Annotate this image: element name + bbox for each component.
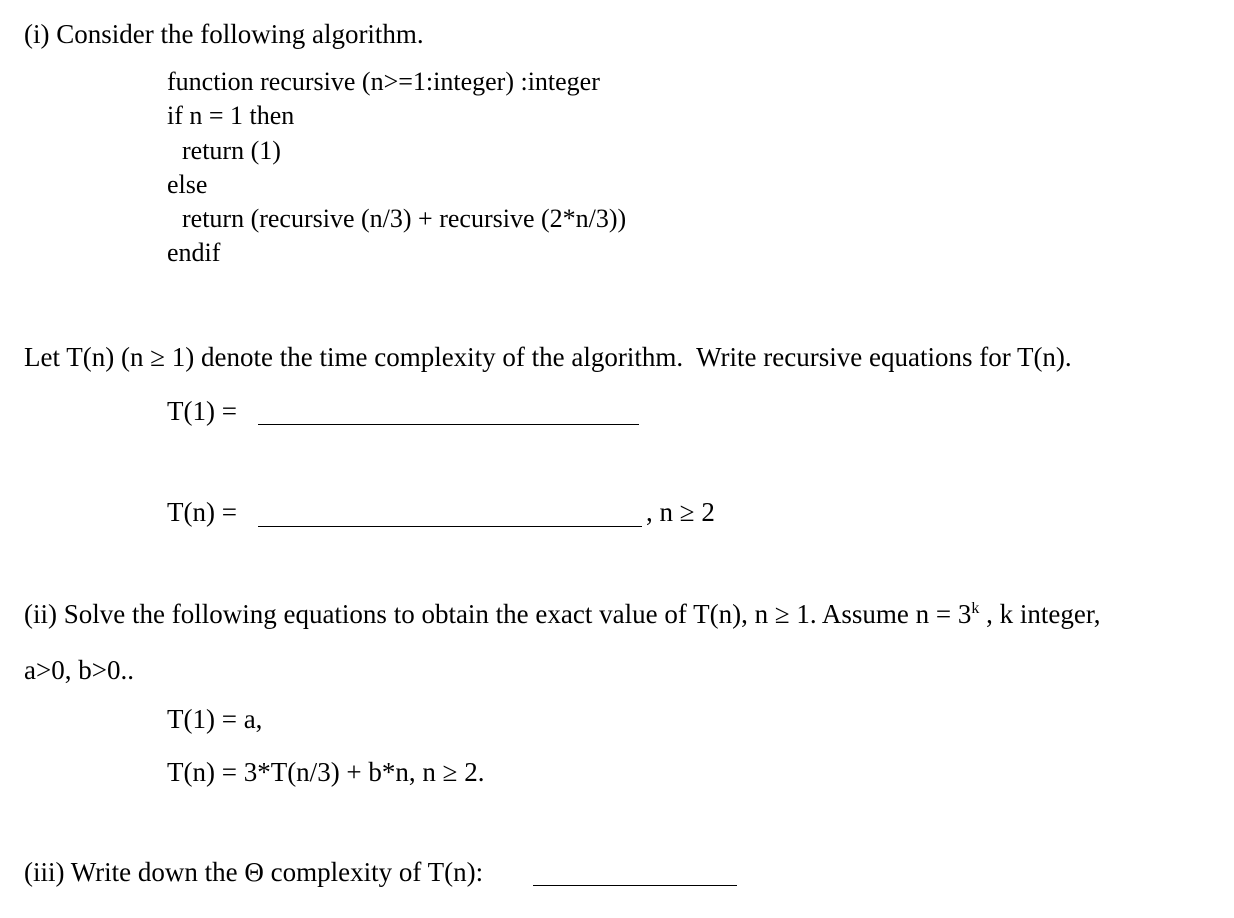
part2-prompt-text: (ii) Solve the following equations to obtain the exact value of T(n), n ≥ 1. Assume n = 3: [24, 599, 972, 629]
code-line: if n = 1 then: [167, 101, 295, 130]
eq-tn-condition: , n ≥ 2: [646, 497, 715, 527]
answer-blank-theta[interactable]: [533, 885, 737, 886]
eq-tn-label: T(n) =: [167, 497, 237, 527]
part1-prompt: Let T(n) (n ≥ 1) denote the time complexity of the algorithm. Write recursive equations for T(n).: [24, 342, 1072, 372]
part2-conditions: a>0, b>0..: [24, 655, 134, 685]
part1-heading: (i) Consider the following algorithm.: [24, 19, 424, 49]
code-line: else: [167, 170, 208, 199]
answer-blank-t1[interactable]: [258, 424, 639, 425]
part2-prompt: [24, 601, 1101, 628]
eq-t1-label: T(1) =: [167, 396, 237, 426]
code-line: return (recursive (n/3) + recursive (2*n/3)): [182, 204, 627, 233]
code-line: return (1): [182, 136, 281, 165]
part2-eq1: T(1) = a,: [167, 704, 263, 734]
code-line: function recursive (n>=1:integer) :integer: [167, 67, 600, 96]
code-line: endif: [167, 238, 221, 267]
part2-eq2: T(n) = 3*T(n/3) + b*n, n ≥ 2.: [167, 757, 485, 787]
part2-prompt-tail: , k integer,: [979, 599, 1101, 629]
part3-prompt: (iii) Write down the Θ complexity of T(n):: [24, 857, 484, 887]
answer-blank-tn[interactable]: [258, 526, 642, 527]
superscript-k: k: [971, 600, 980, 617]
